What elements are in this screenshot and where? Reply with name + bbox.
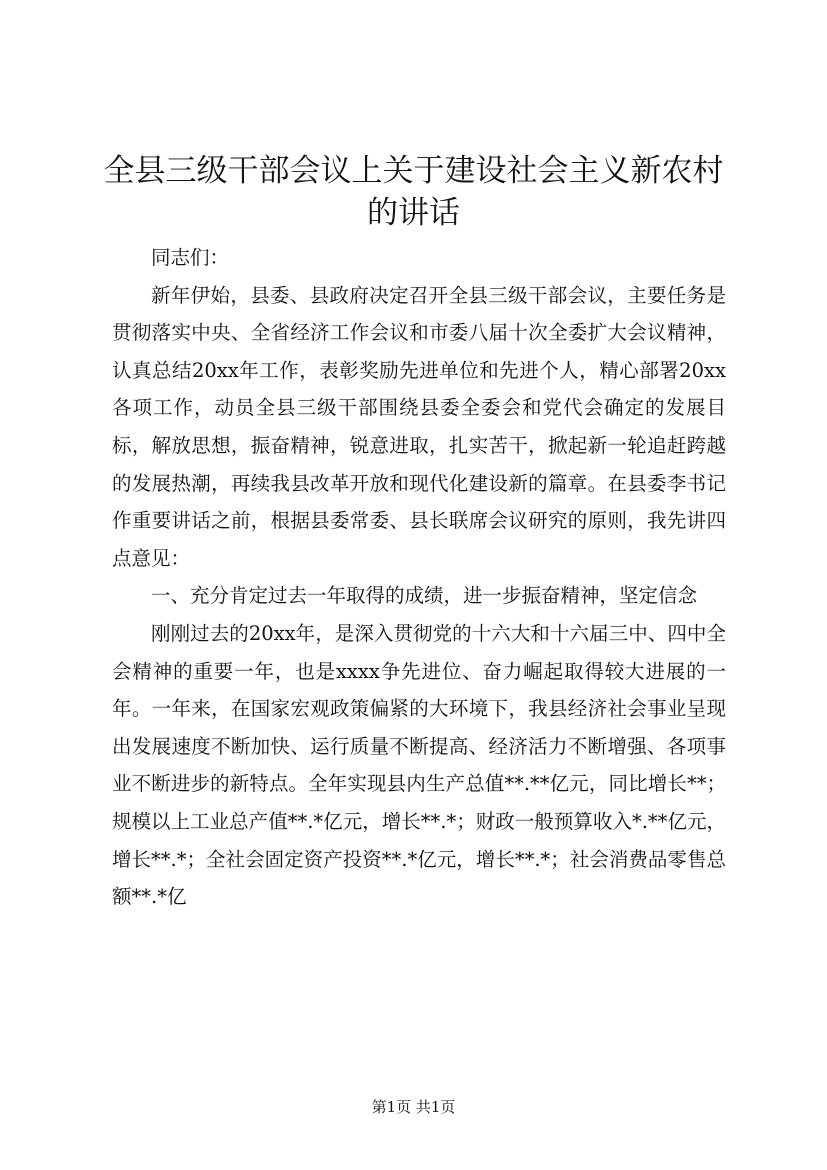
section-heading: 一、充分肯定过去一年取得的成绩，进一步振奋精神，坚定信念 (151, 584, 698, 608)
body-paragraph: 新年伊始，县委、县政府决定召开全县三级干部会议，主要任务是贯彻落实中央、全省经济工作会议和市委八届十次全委扩大会议精神，认真总结20xx年工作，表彰奖励先进单位和先进个人，精心部署20xx各项工作，动员全县三级干部围绕县委全委会和党代会确定的发展目标，解放思想，振奋精神，锐意进取，扎实苦干，掀起新一轮追赶跨越的发展热潮，再续我县改革开放和现代化建设新的篇章。在县委李书记作重要讲话之前，根据县委常委、县长联席会议研究的原则，我先讲四点意见： (112, 283, 726, 570)
body-paragraph: 刚刚过去的20xx年，是深入贯彻党的十六大和十六届三中、四中全会精神的重要一年，也是xxxx争先进位、奋力崛起取得较大进展的一年。一年来，在国家宏观政策偏紧的大环境下，我县经济社会事业呈现出发展速度不断加快、运行质量不断提高、经济活力不断增强、各项事业不断进步的新特点。全年实现县内生产总值**.**亿元，同比增长**；规模以上工业总产值**.*亿元，增长**.*；财政一般预算收入*.**亿元，增长**.*；全社会固定资产投资**.*亿元，增长**.*；社会消费品零售总额**.*亿 (112, 621, 726, 909)
page-footer: 第1页 共1页 (371, 1098, 456, 1116)
salutation: 同志们： (151, 246, 230, 269)
document-body (112, 239, 726, 916)
document-title: 全县三级干部会议上关于建设社会主义新农村的讲话 (103, 153, 724, 231)
